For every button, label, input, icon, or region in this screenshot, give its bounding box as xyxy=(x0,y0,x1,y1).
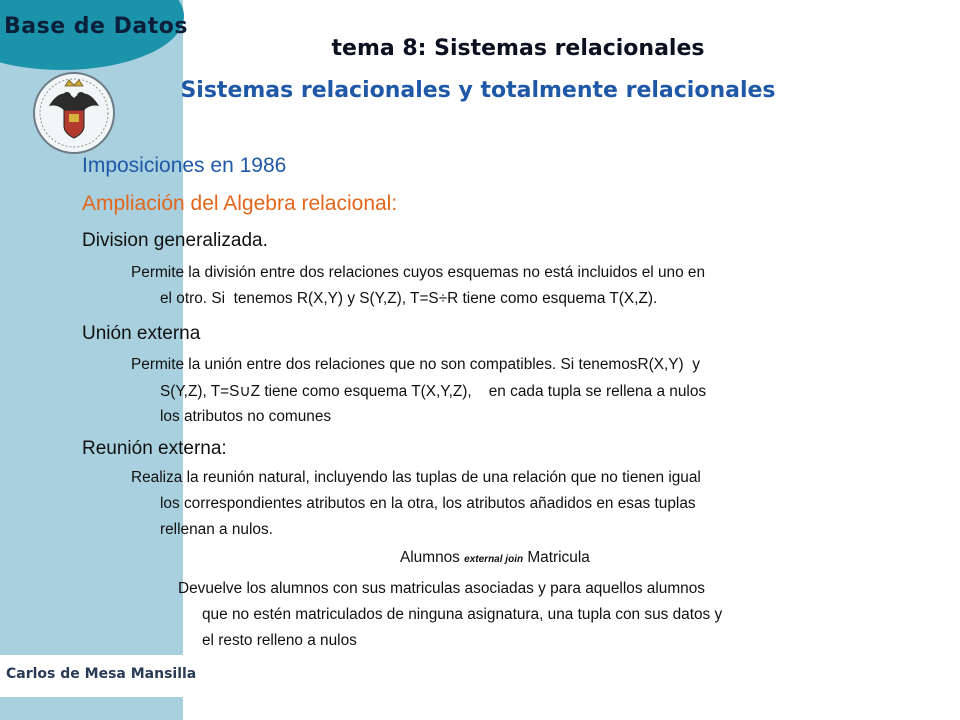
example-left: Alumnos xyxy=(400,549,460,566)
slide-title: tema 8: Sistemas relacionales xyxy=(331,36,705,61)
reunion-line-2: los correspondientes atributos en la otra, los atributos añadidos en esas tuplas xyxy=(160,495,696,512)
union-heading: Unión externa xyxy=(82,323,201,344)
example-line-1: Devuelve los alumnos con sus matriculas asociadas y para aquellos alumnos xyxy=(178,580,705,597)
union-line-3: los atributos no comunes xyxy=(160,408,332,425)
slide-subtitle: Sistemas relacionales y totalmente relacionales xyxy=(180,78,776,103)
division-heading: Division generalizada. xyxy=(82,230,268,251)
reunion-line-3: rellenan a nulos. xyxy=(160,521,273,538)
banner-title: Base de Datos xyxy=(4,14,188,39)
author-name: Carlos de Mesa Mansilla xyxy=(6,666,197,682)
division-line-2: el otro. Si tenemos R(X,Y) y S(Y,Z), T=S÷R tiene como esquema T(X,Z). xyxy=(160,290,658,307)
example-line-3: el resto relleno a nulos xyxy=(202,632,357,649)
reunion-line-1: Realiza la reunión natural, incluyendo las tuplas de una relación que no tienen igual xyxy=(131,469,701,486)
example-line-2: que no estén matriculados de ninguna asignatura, una tupla con sus datos y xyxy=(202,606,723,623)
example-right: Matricula xyxy=(527,549,590,566)
example-expression xyxy=(400,549,590,567)
reunion-heading: Reunión externa: xyxy=(82,438,227,459)
division-line-1: Permite la división entre dos relaciones cuyos esquemas no está incluidos el uno en xyxy=(131,264,706,281)
example-operator: external join xyxy=(464,554,524,565)
ampliacion-heading: Ampliación del Algebra relacional: xyxy=(82,192,398,215)
university-crest-icon xyxy=(29,70,119,156)
impositions-heading: Imposiciones en 1986 xyxy=(82,154,287,177)
union-line-2: S(Y,Z), T=S∪Z tiene como esquema T(X,Y,Z), en cada tupla se rellena a nulos xyxy=(160,383,707,400)
union-line-1: Permite la unión entre dos relaciones que no son compatibles. Si tenemosR(X,Y) y xyxy=(131,356,700,373)
